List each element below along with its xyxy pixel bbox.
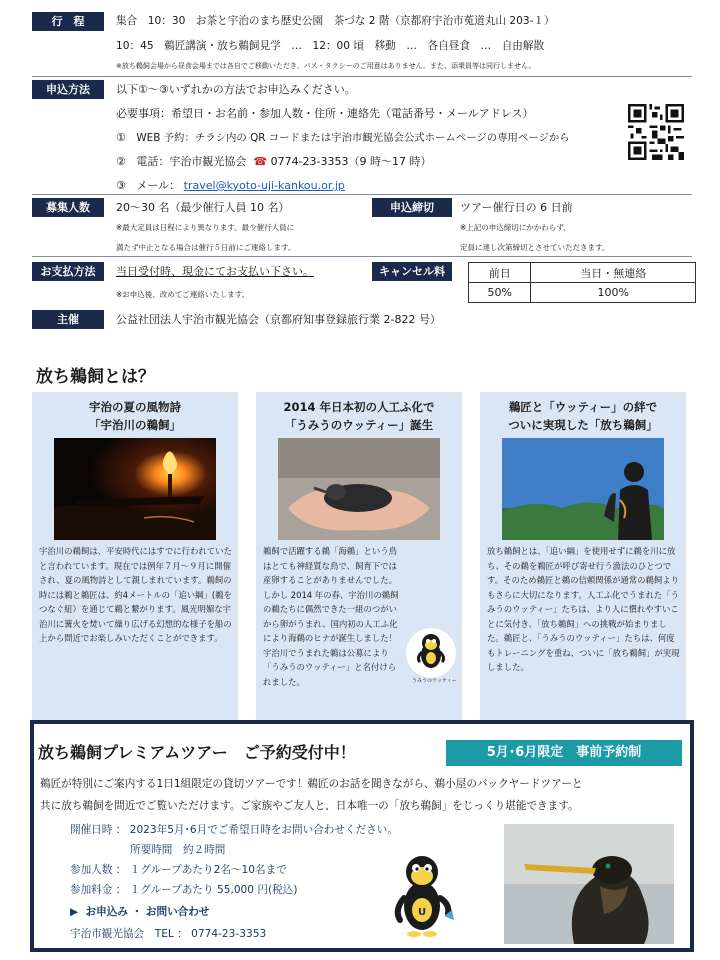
method-3-number: ③ bbox=[116, 179, 126, 192]
divider bbox=[32, 76, 692, 77]
payment-label: お支払方法 bbox=[32, 262, 104, 281]
recruit-note-1: ※最大定員は日程により異なります。最少催行人員に bbox=[116, 223, 295, 232]
phone-icon: ☎ bbox=[253, 155, 268, 168]
cancel-fee-table bbox=[468, 262, 696, 303]
card-title-line1: 2014 年日本初の人工ふ化で bbox=[283, 400, 435, 414]
card-summer-tradition bbox=[32, 392, 238, 720]
card-body: 鵜飼で活躍する鵜「海鵜」という鳥はとても神経質な鳥で、飼育下では産卵することがありませんでした。しかし 2014 年の春、宇治川の鵜飼の鵜たちに偶然できた一組のつがいから卵がうまれ、国内初の人工ふ化により海鵜のヒナが誕生しました！宇治川でうまれた鵜は公募により「うみうのウッティー」と名付けられました。 bbox=[263, 546, 399, 687]
cormorant-master-photo bbox=[502, 438, 664, 540]
hands-holding-chick-photo bbox=[278, 438, 440, 540]
apply-label: 申込方法 bbox=[32, 80, 104, 99]
payment-value: 当日受付時、現金にてお支払い下さい。 bbox=[116, 265, 314, 278]
deadline-value: ツアー催行日の 6 日前 bbox=[460, 201, 573, 214]
card-title-line2: 「宇治川の鵜飼」 bbox=[89, 418, 181, 432]
tour-contact-title: お申込み ・ お問い合わせ bbox=[85, 906, 210, 918]
tour-people: 参加人数 ： １グループあたり2名～10名まで bbox=[70, 864, 287, 876]
itinerary-line2: 10：45 鵜匠講演・放ち鵜飼見学 … 12：00 頃 移動 … 各自昼食 … 自由解散 bbox=[116, 40, 545, 52]
method-2-phone: 0774-23-3353（9 時～17 時） bbox=[270, 155, 432, 168]
recruit-label: 募集人数 bbox=[32, 198, 104, 217]
apply-intro: 以下①～③いずれかの方法でお申込みください。 bbox=[116, 83, 356, 96]
cancel-val-same-day: 100% bbox=[531, 283, 696, 303]
tour-desc-line1: 鵜匠が特別にご案内する1日1組限定の貸切ツアーです！鵜匠のお話を聞きながら、鵜小屋のバックヤードツアーと bbox=[40, 778, 583, 790]
svg-text:U: U bbox=[418, 907, 427, 918]
method-2-number: ② bbox=[116, 155, 126, 168]
deadline-note-2: 定員に達し次第締切とさせていただきます。 bbox=[460, 243, 610, 252]
itinerary-label: 行 程 bbox=[32, 12, 104, 31]
divider bbox=[32, 256, 692, 257]
cancel-val-day-before: 50% bbox=[469, 283, 531, 303]
tour-limited-badge: 5月･6月限定 事前予約制 bbox=[446, 740, 682, 766]
apply-method-1 bbox=[116, 130, 570, 146]
tour-contact-heading bbox=[70, 904, 209, 920]
organizer-label: 主催 bbox=[32, 310, 104, 329]
card-body: 宇治川の鵜飼は、平安時代にはすでに行われていたと言われています。現在では例年７月～９月に開催され、夏の風物詩として親しまれています。鵜飼の時には鵜と鵜匠は、約4メートルの「追い綱」(鵜をつなぐ紐）を通じて鵜と繋がります。風光明媚な宇治川に篝火を焚いて繰り広げる幻想的な様子を船の上から間近でお楽しみいただくことができます。 bbox=[39, 546, 232, 643]
card-title-line1: 宇治の夏の風物詩 bbox=[89, 400, 181, 414]
apply-method-2 bbox=[116, 154, 432, 169]
cancel-col-day-before: 前日 bbox=[469, 263, 531, 283]
deadline-note-1: ※上記の申込締切にかかわらず、 bbox=[460, 223, 571, 232]
method-3-text: メール： bbox=[136, 179, 181, 192]
card-hanachi-ukai bbox=[480, 392, 686, 720]
card-title-line1: 鵜匠と「ウッティー」の絆で bbox=[508, 400, 658, 414]
recruit-note-2: 満たず中止となる場合は催行５日前にご連絡します。 bbox=[116, 243, 296, 252]
tour-fee: 参加料金 ： １グループあたり 55,000 円(税込) bbox=[70, 884, 298, 896]
method-2-text: 電話：宇治市観光協会 bbox=[136, 155, 247, 168]
card-body: 放ち鵜飼とは、「追い綱」を使用せずに鵜を川に放ち、その鵜を鵜匠が呼び寄せ行う漁法のひとつです。そのため鵜匠と鵜の信頼関係が通常の鵜飼よりもさらに大切になります。人工ふ化でうまれた「うみうのウッティー」たちは、より人に慣れやすいことに気付き、「放ち鵜飼」への挑戦が始まりました。鵜匠と、「うみうのウッティー」たちは、何度もトレーニングを重ね、ついに「放ち鵜飼」が実現しました。 bbox=[487, 546, 680, 672]
method-1-number: ① bbox=[116, 131, 126, 144]
cormorant-closeup-photo bbox=[504, 824, 674, 944]
section-title: 放ち鵜飼とは？ bbox=[36, 367, 155, 387]
itinerary-line1: 集合 10：30 お茶と宇治のまち歴史公園 茶づな 2 階（京都府宇治市菟道丸山 203-１） bbox=[116, 15, 555, 27]
premium-tour-box bbox=[30, 720, 694, 952]
triangle-right-icon: ▶ bbox=[70, 906, 79, 918]
itinerary-note: ※放ち鵜飼会場から昼食会場までは各自でご移動いただき、バス・タクシーのご用意はありません。また、添乗員等は同行しません。 bbox=[116, 62, 536, 70]
woody-mascot-badge bbox=[406, 628, 456, 678]
tour-contact: 宇治市観光協会 TEL ： 0774-23-3353 bbox=[70, 928, 267, 940]
organizer-value: 公益社団法人宇治市観光協会（京都府知事登録旅行業 2-822 号） bbox=[116, 313, 441, 326]
card-artificial-hatching bbox=[256, 392, 462, 720]
cormorant-fishing-night-photo bbox=[54, 438, 216, 540]
tour-title: 放ち鵜飼プレミアムツアー ご予約受付中！ bbox=[38, 743, 356, 762]
woody-mascot-icon bbox=[392, 844, 456, 944]
tour-duration: 所要時間 約２時間 bbox=[130, 844, 226, 856]
email-link[interactable]: travel@kyoto-uji-kankou.or.jp bbox=[183, 179, 345, 192]
method-1-text: WEB 予約：チラシ内の QR コードまたは宇治市観光協会公式ホームページの専用ページから bbox=[136, 132, 570, 144]
tour-date: 開催日時 ： 2023年5月･6月でご希望日時をお問い合わせください。 bbox=[70, 824, 398, 836]
qr-code-icon[interactable] bbox=[628, 104, 684, 160]
apply-required: 必要事項：希望日・お名前・参加人数・住所・連絡先（電話番号・メールアドレス） bbox=[116, 107, 534, 120]
deadline-label: 申込締切 bbox=[372, 198, 452, 217]
recruit-value: 20～30 名（最少催行人員 10 名） bbox=[116, 201, 290, 214]
cancel-col-same-day: 当日・無連絡 bbox=[531, 263, 696, 283]
tour-desc-line2: 共に放ち鵜飼を間近でご覧いただけます。ご家族やご友人と、日本唯一の「放ち鵜飼」をじっくり堪能できます。 bbox=[40, 800, 579, 812]
payment-note: ※お申込後、改めてご連絡いたします。 bbox=[116, 290, 250, 299]
cancel-label: キャンセル料 bbox=[372, 262, 452, 281]
divider bbox=[32, 194, 692, 195]
mascot-label: うみうのウッティー bbox=[412, 678, 457, 684]
card-title-line2: 「うみうのウッティー」誕生 bbox=[284, 418, 434, 432]
apply-method-3 bbox=[116, 178, 345, 193]
card-title-line2: ついに実現した「放ち鵜飼」 bbox=[508, 418, 658, 432]
